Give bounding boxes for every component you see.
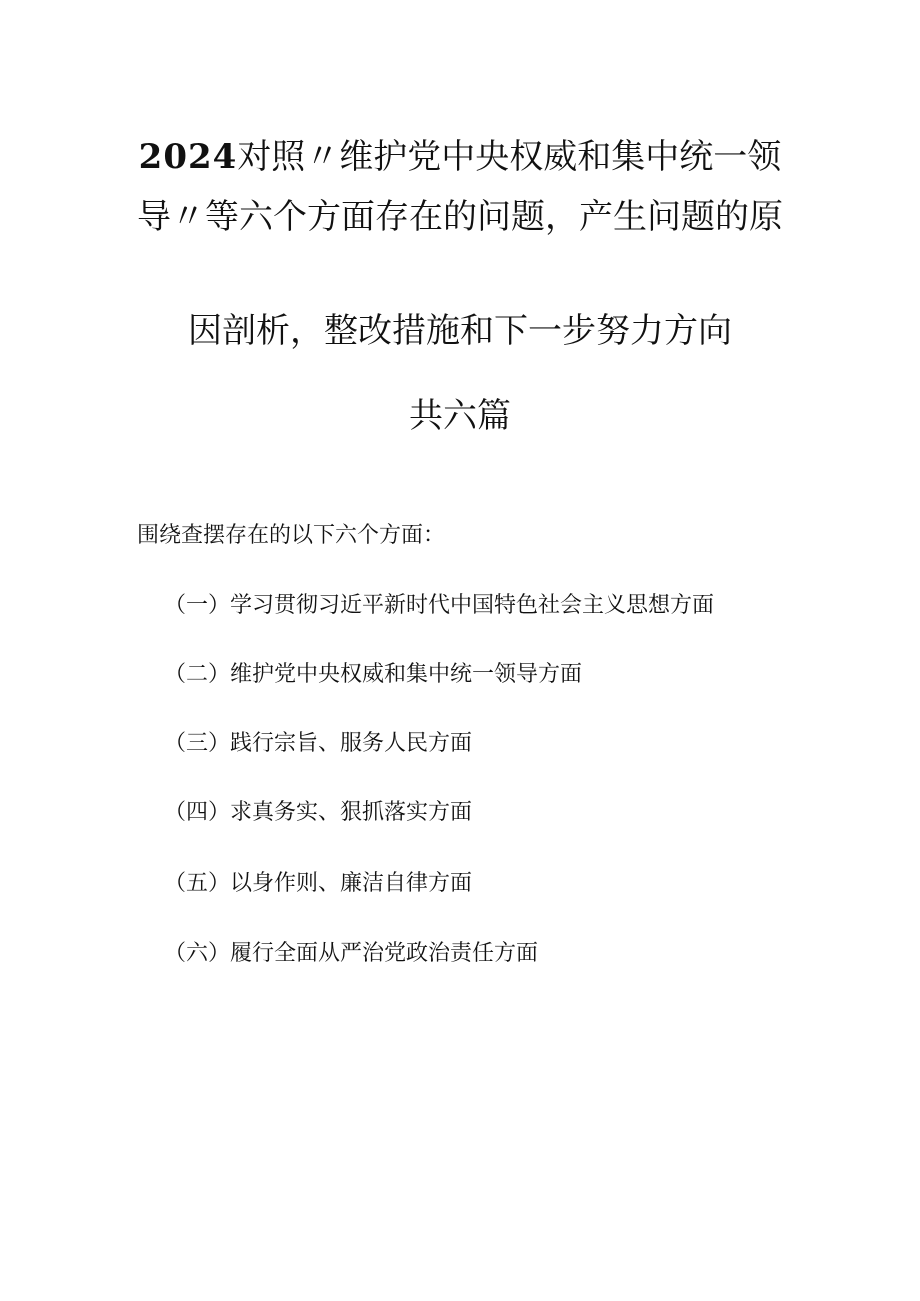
title-line-3: 因剖析，整改措施和下一步努力方向 [188, 311, 732, 351]
item-number: （一） [164, 593, 231, 618]
item-text: 践行宗旨、服务人民方面 [230, 731, 473, 756]
item-text: 学习贯彻习近平新时代中国特色社会主义思想方面 [230, 593, 715, 618]
title-year: 2024 [138, 137, 238, 177]
item-text: 维护党中央权威和集中统一领导方面 [230, 662, 583, 687]
title-line-1-text: 对照〃维护党中央权威和集中统一领 [237, 137, 782, 177]
list-item [164, 938, 538, 970]
item-number: （三） [164, 731, 231, 756]
item-text: 求真务实、狠抓落实方面 [230, 800, 473, 825]
title-line-2: 导〃等六个方面存在的问题，产生问题的原 [137, 197, 783, 237]
item-number: （六） [164, 941, 231, 966]
item-number: （五） [164, 871, 231, 896]
list-item [164, 659, 582, 691]
list-item [164, 728, 472, 760]
item-text: 以身作则、廉洁自律方面 [230, 871, 473, 896]
item-text: 履行全面从严治党政治责任方面 [230, 941, 539, 966]
item-number: （二） [164, 662, 231, 687]
list-item [164, 868, 472, 900]
title-line-1 [0, 135, 920, 179]
title-line-4: 共六篇 [409, 396, 511, 436]
list-item [164, 590, 714, 622]
intro-paragraph: 围绕查摆存在的以下六个方面： [137, 523, 446, 548]
list-item [164, 797, 472, 829]
item-number: （四） [164, 800, 231, 825]
